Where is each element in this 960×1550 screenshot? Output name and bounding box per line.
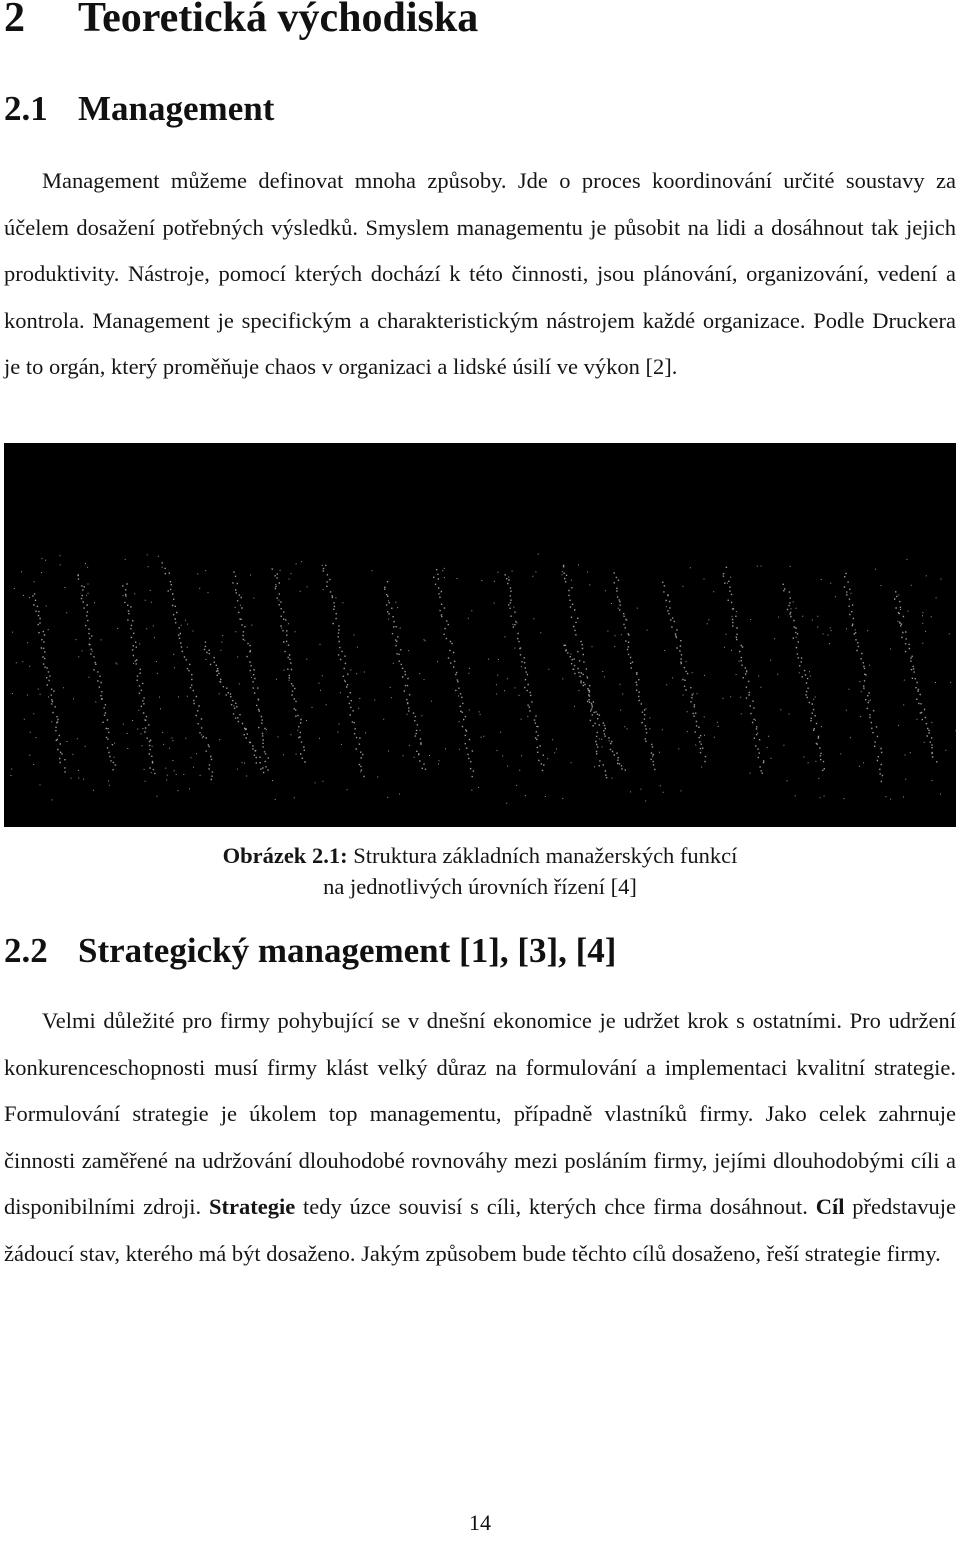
strategic-paragraph bbox=[4, 998, 956, 1277]
chapter-heading bbox=[4, 0, 478, 46]
strategic-text-part1: Velmi důležité pro firmy pohybující se v dnešní ekonomice je udržet krok s ostatními. Pro udržení konkurenceschopnosti musí firmy klást velký důraz na formulování a implementaci kvalitní strategie. Formulování strategie je úkolem top managementu, případně vlastníků firmy. Jako celek zahrnuje činnosti zaměřené na udržování dlouhodobé rovnováhy mezi posláním firmy, jejími dlouhodobými cíli a disponibilními zdroji. bbox=[4, 1008, 956, 1219]
section-heading-strategic bbox=[4, 928, 616, 974]
management-paragraph: Management můžeme definovat mnoha způsoby. Jde o proces koordinování určité soustavy za účelem dosažení potřebných výsledků. Smyslem managementu je působit na lidi a dosáhnout tak jejich produktivity. Nástroje, pomocí kterých dochází k této činnosti, jsou plánování, organizování, vedení a kontrola. Management je specifickým a charakteristickým nástrojem každé organizace. Podle Druckera je to orgán, který proměňuje chaos v organizaci a lidské úsilí ve výkon [2]. bbox=[4, 168, 956, 379]
section-number: 2.1 bbox=[4, 89, 48, 128]
figure-noise-image bbox=[4, 443, 956, 827]
strategie-term: Strategie bbox=[209, 1194, 296, 1219]
figure-speckle bbox=[10, 554, 956, 804]
strategic-text-part2: tedy úzce souvisí s cíli, kterých chce firma dosáhnout. bbox=[303, 1194, 808, 1219]
section-heading-management bbox=[4, 86, 274, 132]
figure-label: Obrázek 2.1: bbox=[222, 843, 348, 868]
figure-caption bbox=[0, 840, 960, 902]
strategic-text-part3: představuje žádoucí stav, kterého má být dosaženo. Jakým způsobem bude těchto cílů dosaženo, řeší strategie firmy. bbox=[4, 1194, 956, 1266]
section-number: 2.2 bbox=[4, 931, 48, 970]
cil-term: Cíl bbox=[815, 1194, 845, 1219]
figure-image bbox=[4, 443, 956, 827]
figure-caption-line2: na jednotlivých úrovních řízení [4] bbox=[323, 874, 637, 899]
chapter-number: 2 bbox=[4, 0, 25, 41]
figure-caption-line1: Struktura základních manažerských funkcí bbox=[353, 843, 738, 868]
section-title: Strategický management [1], [3], [4] bbox=[78, 931, 617, 970]
section-title: Management bbox=[78, 89, 275, 128]
page-number: 14 bbox=[469, 1510, 491, 1535]
chapter-title: Teoretická východiska bbox=[78, 0, 479, 41]
